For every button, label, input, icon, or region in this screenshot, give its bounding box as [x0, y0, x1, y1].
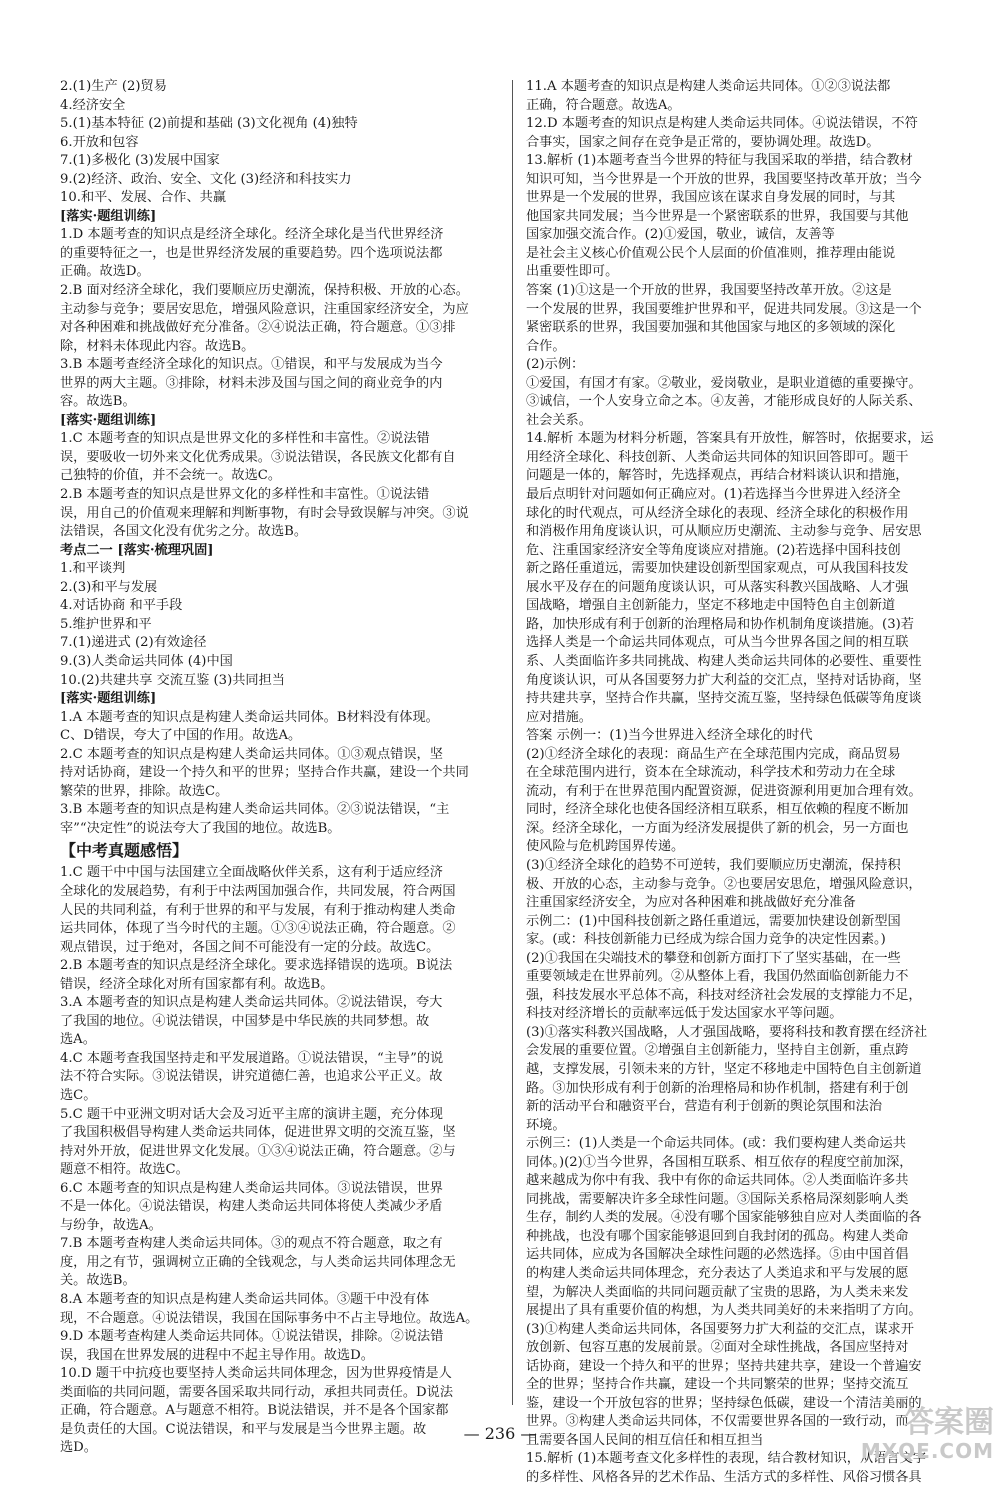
text-line: (2)示例： — [526, 357, 585, 373]
text-line: 世界是一个发展的世界，我国应该在谋求自身发展的同时，与其 — [526, 190, 896, 206]
subsection-label: [落实·题组训练] — [60, 208, 157, 224]
text-line: 1.C 题干中中国与法国建立全面战略伙伴关系，这有利于适应经济 — [60, 865, 443, 881]
text-line: 应对措施。 — [526, 709, 592, 725]
text-line: ③诚信，一个人安身立命之本。④友善，才能形成良好的人际关系、 — [526, 394, 922, 410]
text-line: 望，为解决人类面临的共同问题贡献了宝贵的思路，为人类未来发 — [526, 1284, 909, 1300]
text-line: 9.D 本题考查构建人类命运共同体。①说法错误，排除。②说法错 — [60, 1329, 444, 1345]
text-line: 运共同体，应成为各国解决全球性问题的必然选择。⑤由中国首倡 — [526, 1247, 909, 1263]
subsection-label: [落实·题组训练] — [60, 691, 157, 707]
text-line: 2.B 面对经济全球化，我们要顺应历史潮流，保持积极、开放的心态。 — [60, 283, 469, 299]
text-line: 3.B 本题考查经济全球化的知识点。①错误，和平与发展成为当今 — [60, 357, 443, 373]
text-line: 选A。 — [60, 1032, 96, 1048]
text-line: 示例二：(1)中国科技创新之路任重道远，需要加快建设创新型国 — [526, 913, 901, 929]
text-line: 示例三：(1)人类是一个命运共同体。(或：我们要构建人类命运共 — [526, 1136, 906, 1152]
text-line: 4.C 本题考查我国坚持走和平发展道路。①说法错误，“主导”的说 — [60, 1050, 444, 1066]
text-line: 9.(3)人类命运共同体 (4)中国 — [60, 653, 233, 669]
text-line: 2.B 本题考查的知识点是经济全球化。要求选择错误的选项。B说法 — [60, 958, 453, 974]
text-line: 己独特的价值，并不会统一。故选C。 — [60, 468, 282, 484]
text-line: 同体。)(2)①当今世界，各国相互联系、相互依存的程度空前加深， — [526, 1154, 913, 1170]
text-line: 答案 示例一：(1)当今世界进入经济全球化的时代 — [526, 728, 813, 744]
text-line: 同时，经济全球化也使各国经济相互联系，相互依赖的程度不断加 — [526, 802, 909, 818]
text-line: 除，材料未体现此内容。故选B。 — [60, 338, 255, 354]
text-line: 国家加强交流合作。(2)①爱国，敬业，诚信，友善等 — [526, 227, 835, 243]
text-line: 误，我国在世界发展的进程中不起主导作用。故选D。 — [60, 1347, 374, 1363]
section-heading: 【中考真题感悟】 — [60, 841, 189, 861]
text-line: 答案 (1)①这是一个开放的世界，我国要坚持改革开放。②这是 — [526, 283, 892, 299]
text-line: 2.B 本题考查的知识点是世界文化的多样性和丰富性。①说法错 — [60, 487, 430, 503]
text-line: 社会关系。 — [526, 412, 592, 428]
text-line: 的构建人类命运共同体理念，充分表达了人类追求和平与发展的愿 — [526, 1266, 909, 1281]
text-line: 10.D 题干中抗疫也要坚持人类命运共同体理念，因为世界疫情是人 — [60, 1366, 452, 1382]
text-line: 8.A 本题考查的知识点是构建人类命运共同体。③题干中没有体 — [60, 1292, 430, 1307]
text-line: 12.D 本题考查的知识点是构建人类命运共同体。④说法错误，不符 — [526, 116, 918, 132]
text-line: 重要领域走在世界前列。②从整体上看，我国仍然面临创新能力不 — [526, 969, 909, 985]
text-line: 和消极作用角度谈认识，可从顺应历史潮流、主动参与竞争、居安思 — [526, 524, 922, 540]
text-line: 4.对话协商 和平手段 — [60, 598, 183, 614]
text-line: 危、注重国家经济安全等角度谈应对措施。(2)若选择中国科技创 — [526, 542, 901, 558]
text-line: 会发展的重要位置。②增强自主创新能力，坚持自主创新，重点跨 — [526, 1043, 909, 1059]
text-line: 鉴，建设一个开放包容的世界；坚持绿色低碳，建设一个清洁美丽的 — [526, 1395, 922, 1411]
text-line: 用经济全球化、科技创新、人类命运共同体的知识回答即可。题干 — [526, 449, 909, 465]
text-line: 法不符合实际。③说法错误，讲究道德仁善，也追求公平正义。故 — [60, 1069, 443, 1085]
left-column — [60, 78, 500, 1458]
text-line: 正确，符合题意。A与题意不相符。B说法错误，并不是各个国家都 — [60, 1403, 449, 1419]
text-line: (2)①经济全球化的表现：商品生产在全球范围内完成，商品贸易 — [526, 746, 901, 762]
text-line: 流动，有利于在世界范围内配置资源，促进资源利用更加合理有效。 — [526, 783, 922, 799]
text-line: 种挑战，也没有哪个国家能够退回到自我封闭的孤岛。构建人类命 — [526, 1228, 909, 1244]
watermark-logo — [844, 1406, 994, 1466]
text-line: 最后点明针对问题如何正确应对。(1)若选择当今世界进入经济全 — [526, 487, 901, 503]
text-line: 世界。③构建人类命运共同体，不仅需要世界各国的一致行动，而 — [526, 1414, 909, 1430]
text-line: 误，要吸收一切外来文化优秀成果。③说法错误，各民族文化都有自 — [60, 449, 456, 465]
text-line: 展提出了具有重要价值的构想，为人类共同美好的未来指明了方向。 — [526, 1303, 922, 1319]
text-line: 放创新、包容互惠的发展前景。②面对全球性挑战，各国应坚持对 — [526, 1340, 909, 1356]
text-line: 1.D 本题考查的知识点是经济全球化。经济全球化是当代世界经济 — [60, 227, 444, 243]
text-line: 关。故选B。 — [60, 1273, 136, 1289]
text-line: 不是一体化。④说法错误，构建人类命运共同体将使人类减少矛盾 — [60, 1199, 443, 1215]
text-line: 路，加快形成有利于创新的治理格局和协作机制角度谈措施。(3)若 — [526, 616, 914, 632]
text-line: 合事实，国家之间存在竞争是正常的，要协调处理。故选D。 — [526, 134, 880, 150]
text-line: 的重要特征之一，也是世界经济发展的重要趋势。四个选项说法都 — [60, 245, 443, 261]
text-line: (3)①落实科教兴国战略，人才强国战略，要将科技和教育摆在经济社 — [526, 1024, 928, 1040]
text-line: 5.维护世界和平 — [60, 616, 152, 632]
text-line: 世界的两大主题。③排除，材料未涉及国与国之间的商业竞争的内 — [60, 375, 443, 391]
text-line: (3)①经济全球化的趋势不可逆转，我们要顺应历史潮流，保持积 — [526, 857, 901, 873]
text-line: 人民的共同利益，有利于世界的和平与发展，有利于推动构建人类命 — [60, 902, 456, 918]
text-line: 2.(3)和平与发展 — [60, 579, 158, 595]
text-line: 科技对经济增长的贡献率远低于发达国家水平等问题。 — [526, 1006, 843, 1022]
text-line: 1.A 本题考查的知识点是构建人类命运共同体。B材料没有体现。 — [60, 709, 439, 725]
text-line: 1.C 本题考查的知识点是世界文化的多样性和丰富性。②说法错 — [60, 431, 430, 447]
text-line: 是社会主义核心价值观公民个人层面的价值准则，推荐理由能说 — [526, 245, 896, 261]
text-line: 注重国家经济安全，为应对各种困难和挑战做好充分准备 — [526, 895, 856, 911]
text-line: 持对外开放，促进世界文化发展。①③④说法正确，符合题意。②与 — [60, 1143, 456, 1159]
text-line: 且需要各国人民间的相互信任和相互担当 — [526, 1432, 764, 1448]
text-line: 一个发展的世界，我国要维护世界和平，促进共同发展。③这是一个 — [526, 301, 922, 317]
text-line: 是负责任的大国。C说法错误，和平与发展是当今世界主题。故 — [60, 1421, 427, 1437]
text-line: 度，用之有节，强调树立正确的全钱观念，与人类命运共同体理念无 — [60, 1254, 456, 1270]
text-line: 出重要性即可。 — [526, 264, 619, 280]
text-line: 新的活动平台和融资平台，营造有利于创新的舆论氛围和法治 — [526, 1099, 883, 1115]
text-line: 在全球范围内进行，资本在全球流动，科学技术和劳动力在全球 — [526, 765, 896, 781]
subsection-label: [落实·题组训练] — [60, 412, 157, 428]
text-line: 了我国积极倡导构建人类命运共同体，促进世界文明的交流互鉴，坚 — [60, 1125, 456, 1141]
watermark-url: MXQE.COM — [860, 1439, 994, 1463]
text-line: 选C。 — [60, 1087, 97, 1103]
text-line: 繁荣的世界，排除。故选C。 — [60, 783, 229, 799]
text-line: 国战略，增强自主创新能力，坚定不移地走中国特色自主创新道 — [526, 598, 896, 614]
text-line: 5.C 题干中亚洲文明对话大会及习近平主席的演讲主题，充分体现 — [60, 1106, 443, 1122]
text-line: 全的世界；坚持合作共赢，建设一个共同繁荣的世界；坚持交流互 — [526, 1377, 909, 1393]
text-line: 紧密联系的世界，我国要加强和其他国家与地区的多领域的深化 — [526, 320, 896, 336]
text-line: 现，不合题意。④说法错误，我国在国际事务中不占主导地位。故选A。 — [60, 1310, 479, 1326]
text-line: 展水平及存在的问题角度谈认识，可从落实科教兴国战略、人才强 — [526, 579, 909, 595]
text-line: ①爱国，有国才有家。②敬业，爱岗敬业，是职业道德的重要操守。 — [526, 375, 922, 391]
text-line: 他国家共同发展；当今世界是一个紧密联系的世界，我国要与其他 — [526, 208, 909, 224]
text-line: 话协商，建设一个持久和平的世界；坚持共建共享，建设一个普遍安 — [526, 1358, 922, 1374]
text-line: 角度谈认识，可从各国要努力扩大利益的交汇点，坚持对话协商，坚 — [526, 672, 922, 688]
right-column — [526, 78, 966, 1488]
text-line: 越，支撑发展，引领未来的方针，坚定不移地走中国特色自主创新道 — [526, 1061, 922, 1077]
text-line: 10.和平、发展、合作、共赢 — [60, 190, 227, 206]
text-line: 3.B 本题考查的知识点是构建人类命运共同体。②③说法错误，“主 — [60, 802, 450, 818]
text-line: 6.开放和包容 — [60, 134, 139, 150]
text-line: 选择人类是一个命运共同体观点，可从当今世界各国之间的相互联 — [526, 635, 909, 651]
text-line: 容。故选B。 — [60, 394, 136, 410]
text-line: 法错误，各国文化没有优劣之分。故选B。 — [60, 524, 308, 540]
text-line: 极、开放的心态，主动参与竞争。②也要居安思危，增强风险意识， — [526, 876, 922, 892]
text-line: 全球化的发展趋势，有利于中法两国加强合作，共同发展，符合两国 — [60, 883, 456, 899]
text-line: 越来越成为你中有我、我中有你的命运共同体。②人类面临许多共 — [526, 1173, 909, 1189]
text-line: 主动参与竞争；要居安思危，增强风险意识，注重国家经济安全，为应 — [60, 301, 469, 317]
text-line: 球化的时代观点，可从经济全球化的表现、经济全球化的积极作用 — [526, 505, 909, 521]
text-line: 5.(1)基本特征 (2)前提和基础 (3)文化视角 (4)独特 — [60, 116, 358, 132]
text-line: 新之路任重道远，需要加快建设创新型国家观点，可从我国科技发 — [526, 561, 909, 577]
text-line: 知识可知，当今世界是一个开放的世界，我国要坚持改革开放；当今 — [526, 171, 922, 187]
text-line: 7.(1)递进式 (2)有效途径 — [60, 635, 207, 651]
text-line: 持共建共享，坚持合作共赢，坚持交流互鉴，坚持绿色低碳等角度谈 — [526, 691, 922, 707]
text-line: 15.解析 (1)本题考查文化多样性的表现，结合教材知识，从语言文字 — [526, 1451, 926, 1467]
text-line: 合作。 — [526, 338, 566, 354]
text-line: 2.C 本题考查的知识点是构建人类命运共同体。①③观点错误，坚 — [60, 746, 443, 762]
watermark-title: 答案圈 — [904, 1405, 994, 1440]
page-number: — 236 — — [463, 1424, 537, 1443]
text-line: 深。经济全球化，一方面为经济发展提供了新的机会，另一方面也 — [526, 820, 909, 836]
text-line: 系、人类面临许多共同挑战、构建人类命运共同体的必要性、重要性 — [526, 653, 922, 669]
text-line: 4.经济安全 — [60, 97, 126, 113]
text-line: 13.解析 (1)本题考查当今世界的特征与我国采取的举措，结合教材 — [526, 153, 913, 169]
text-line: 10.(2)共建共享 交流互鉴 (3)共同担当 — [60, 672, 285, 688]
text-line: 正确。故选D。 — [60, 264, 150, 280]
text-line: 7.(1)多极化 (3)发展中国家 — [60, 153, 220, 169]
text-line: 7.B 本题考查构建人类命运共同体。③的观点不符合题意，取之有 — [60, 1236, 443, 1252]
text-line: (2)①我国在尖端技术的攀登和创新方面打下了坚实基础，在一些 — [526, 950, 901, 966]
text-line: 3.A 本题考查的知识点是构建人类命运共同体。②说法错误，夸大 — [60, 995, 443, 1011]
text-line: 同挑战，需要解决许多全球性问题。③国际关系格局深刻影响人类 — [526, 1191, 909, 1207]
text-line: 正确，符合题意。故选A。 — [526, 97, 681, 113]
text-line: 9.(2)经济、政治、安全、文化 (3)经济和科技实力 — [60, 171, 352, 187]
text-line: 路。③加快形成有利于创新的治理格局和协作机制，搭建有利于创 — [526, 1080, 909, 1096]
text-line: 观点错误，过于绝对，各国之间不可能没有一定的分歧。故选C。 — [60, 939, 440, 955]
text-line: 题意不相符。故选C。 — [60, 1162, 189, 1178]
text-line: 误，用自己的价值观来理解和判断事物，有时会导致误解与冲突。③说 — [60, 505, 469, 521]
text-line: 环境。 — [526, 1117, 566, 1133]
subsection-label: 考点二一 [落实·梳理巩固] — [60, 542, 214, 558]
text-line: 运共同体，体现了当今时代的主题。①③④说法正确，符合题意。② — [60, 921, 456, 937]
text-line: 11.A 本题考查的知识点是构建人类命运共同体。①②③说法都 — [526, 79, 891, 94]
text-line: 问题是一体的，解答时，先选择观点，再结合材料谈认识和措施， — [526, 468, 909, 484]
text-line: 14.解析 本题为材料分析题，答案具有开放性，解答时，依据要求，运 — [526, 431, 934, 447]
text-line: 2.(1)生产 (2)贸易 — [60, 79, 167, 94]
text-line: 使风险与危机跨国界传递。 — [526, 839, 685, 855]
text-line: 对各种困难和挑战做好充分准备。②④说法正确，符合题意。①③排 — [60, 320, 456, 336]
text-line: 的多样性、风格各异的艺术作品、生活方式的多样性、风俗习惯各具 — [526, 1470, 922, 1486]
text-line: 1.和平谈判 — [60, 561, 126, 577]
text-line: 与纷争，故选A。 — [60, 1217, 162, 1233]
text-line: 家。(或：科技创新能力已经成为综合国力竞争的决定性因素。) — [526, 932, 886, 948]
text-line: C、D错误，夸大了中国的作用。故选A。 — [60, 728, 302, 744]
text-line: 生存，制约人类的发展。④没有哪个国家能够独自应对人类面临的各 — [526, 1210, 922, 1226]
text-line: 类面临的共同问题，需要各国采取共同行动，承担共同责任。D说法 — [60, 1384, 454, 1400]
text-line: 6.C 本题考查的知识点是构建人类命运共同体。③说法错误，世界 — [60, 1180, 443, 1196]
text-line: 了我国的地位。④说法错误，中国梦是中华民族的共同梦想。故 — [60, 1013, 430, 1029]
column-divider — [512, 80, 513, 1405]
text-line: 持对话协商，建设一个持久和平的世界；坚持合作共赢，建设一个共同 — [60, 765, 469, 781]
text-line: 强，科技发展水平总体不高，科技对经济社会发展的支撑能力不足， — [526, 987, 922, 1003]
text-line: 宰”“决定性”的说法夸大了我国的地位。故选B。 — [60, 820, 341, 836]
text-line: (3)①构建人类命运共同体，各国要努力扩大利益的交汇点，谋求开 — [526, 1321, 914, 1337]
text-line: 选D。 — [60, 1440, 97, 1456]
text-line: 错误，经济全球化对所有国家都有利。故选B。 — [60, 976, 334, 992]
